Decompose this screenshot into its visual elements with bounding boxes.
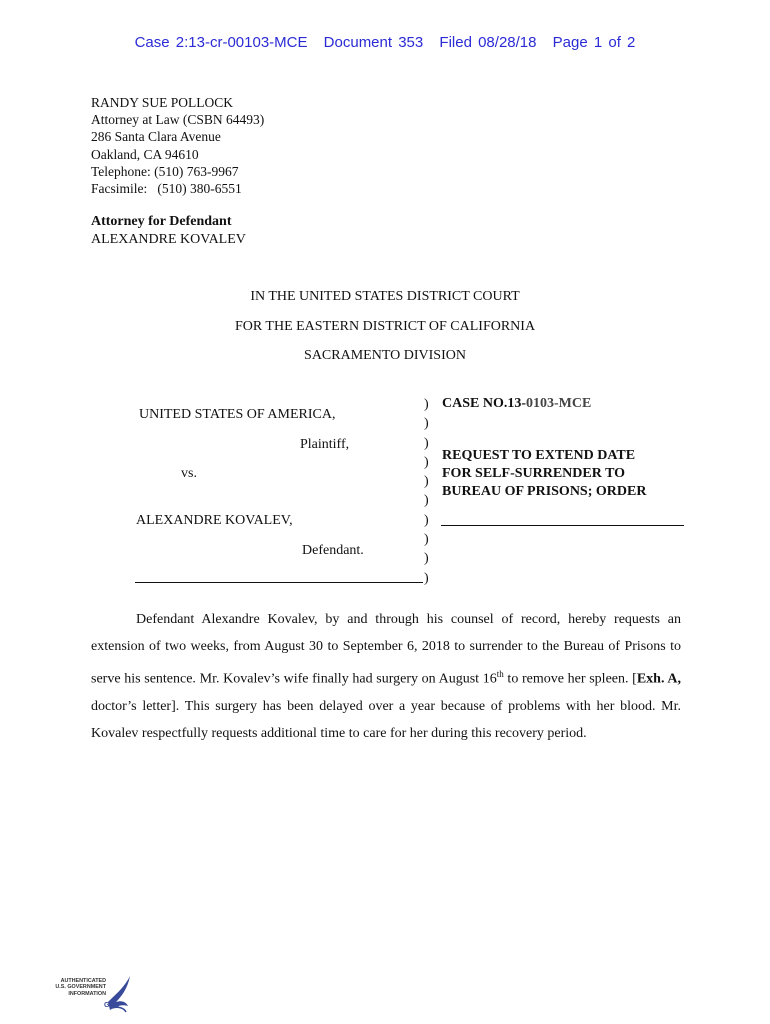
plaintiff-role: Plaintiff, <box>300 437 350 452</box>
client-name: ALEXANDRE KOVALEV <box>91 231 246 247</box>
ordinal-suffix: th <box>496 668 504 679</box>
gpo-line-1: AUTHENTICATED <box>60 978 106 984</box>
body-paragraph <box>91 606 681 747</box>
exhibit-reference: Exh. A, <box>636 671 681 687</box>
ecf-header-stamp <box>0 34 770 51</box>
caption-parentheses <box>424 395 429 588</box>
caption-underline-right <box>441 525 684 526</box>
request-title-line-2: FOR SELF-SURRENDER TO <box>442 466 626 481</box>
gpo-logo-text <box>44 978 106 997</box>
defendant-role: Defendant. <box>302 543 364 558</box>
paren: ) <box>424 474 429 490</box>
attorney-block <box>91 94 264 197</box>
body-text-part-3: doctor’s letter]. This surgery has been delayed over a year because of problems with her blood. Mr. Kovalev respectfully requests additional time to care for her during this recovery period. <box>91 698 681 741</box>
request-body <box>91 606 681 747</box>
request-title-line-3: BUREAU OF PRISONS; ORDER <box>442 484 647 499</box>
gpo-line-3: INFORMATION <box>68 990 106 997</box>
attorney-for-block <box>91 213 246 248</box>
gpo-line-2: U.S. GOVERNMENT <box>55 984 106 991</box>
attorney-city: Oakland, CA 94610 <box>91 146 199 162</box>
attorney-for-label: Attorney for Defendant <box>91 214 232 229</box>
paren: ) <box>424 493 429 509</box>
case-number-label: CASE NO.13- <box>442 396 527 411</box>
court-name: IN THE UNITED STATES DISTRICT COURT <box>250 289 520 304</box>
attorney-facsimile: Facsimile: (510) 380-6551 <box>91 181 242 197</box>
stamp-document: Document 353 <box>323 34 424 51</box>
paren: ) <box>424 551 429 567</box>
court-district: FOR THE EASTERN DISTRICT OF CALIFORNIA <box>234 319 536 334</box>
stamp-filed: Filed 08/28/18 <box>439 34 537 51</box>
case-number <box>442 396 591 412</box>
body-text-part-1: Defendant Alexandre Kovalev, by and through his counsel of record, hereby requests an extension of two weeks, from August 30 to September 6, 2018 to surrender to the Bureau of Prisons to serve his sentence. Mr. Kovalev’s wife finally had surgery on August 16 <box>91 612 681 687</box>
paren: ) <box>424 454 429 470</box>
caption-underline-left <box>135 582 423 583</box>
paren: ) <box>424 397 429 412</box>
request-title <box>442 447 646 501</box>
case-number-value: 0103-MCE <box>526 396 592 411</box>
paren: ) <box>424 532 429 548</box>
stamp-page: Page 1 of 2 <box>552 34 636 51</box>
attorney-name: RANDY SUE POLLOCK <box>91 95 234 110</box>
paren: ) <box>424 416 429 432</box>
eagle-icon <box>102 972 134 1016</box>
paren: ) <box>424 570 429 586</box>
attorney-title: Attorney at Law (CSBN 64493) <box>91 112 265 128</box>
gpo-authentication-logo <box>44 972 134 1020</box>
plaintiff-name: UNITED STATES OF AMERICA, <box>139 407 336 422</box>
paren: ) <box>424 512 429 528</box>
versus: vs. <box>181 466 197 481</box>
paren: ) <box>424 435 429 451</box>
attorney-telephone: Telephone: (510) 763-9967 <box>91 163 239 179</box>
court-division: SACRAMENTO DIVISION <box>304 348 466 363</box>
attorney-street: 286 Santa Clara Avenue <box>91 129 221 145</box>
gpo-mark: GPO <box>104 1002 120 1009</box>
body-text-part-2: to remove her spleen. [ <box>503 671 637 687</box>
stamp-case: Case 2:13-cr-00103-MCE <box>134 34 308 51</box>
request-title-line-1: REQUEST TO EXTEND DATE <box>442 448 636 463</box>
defendant-name: ALEXANDRE KOVALEV, <box>136 513 293 528</box>
